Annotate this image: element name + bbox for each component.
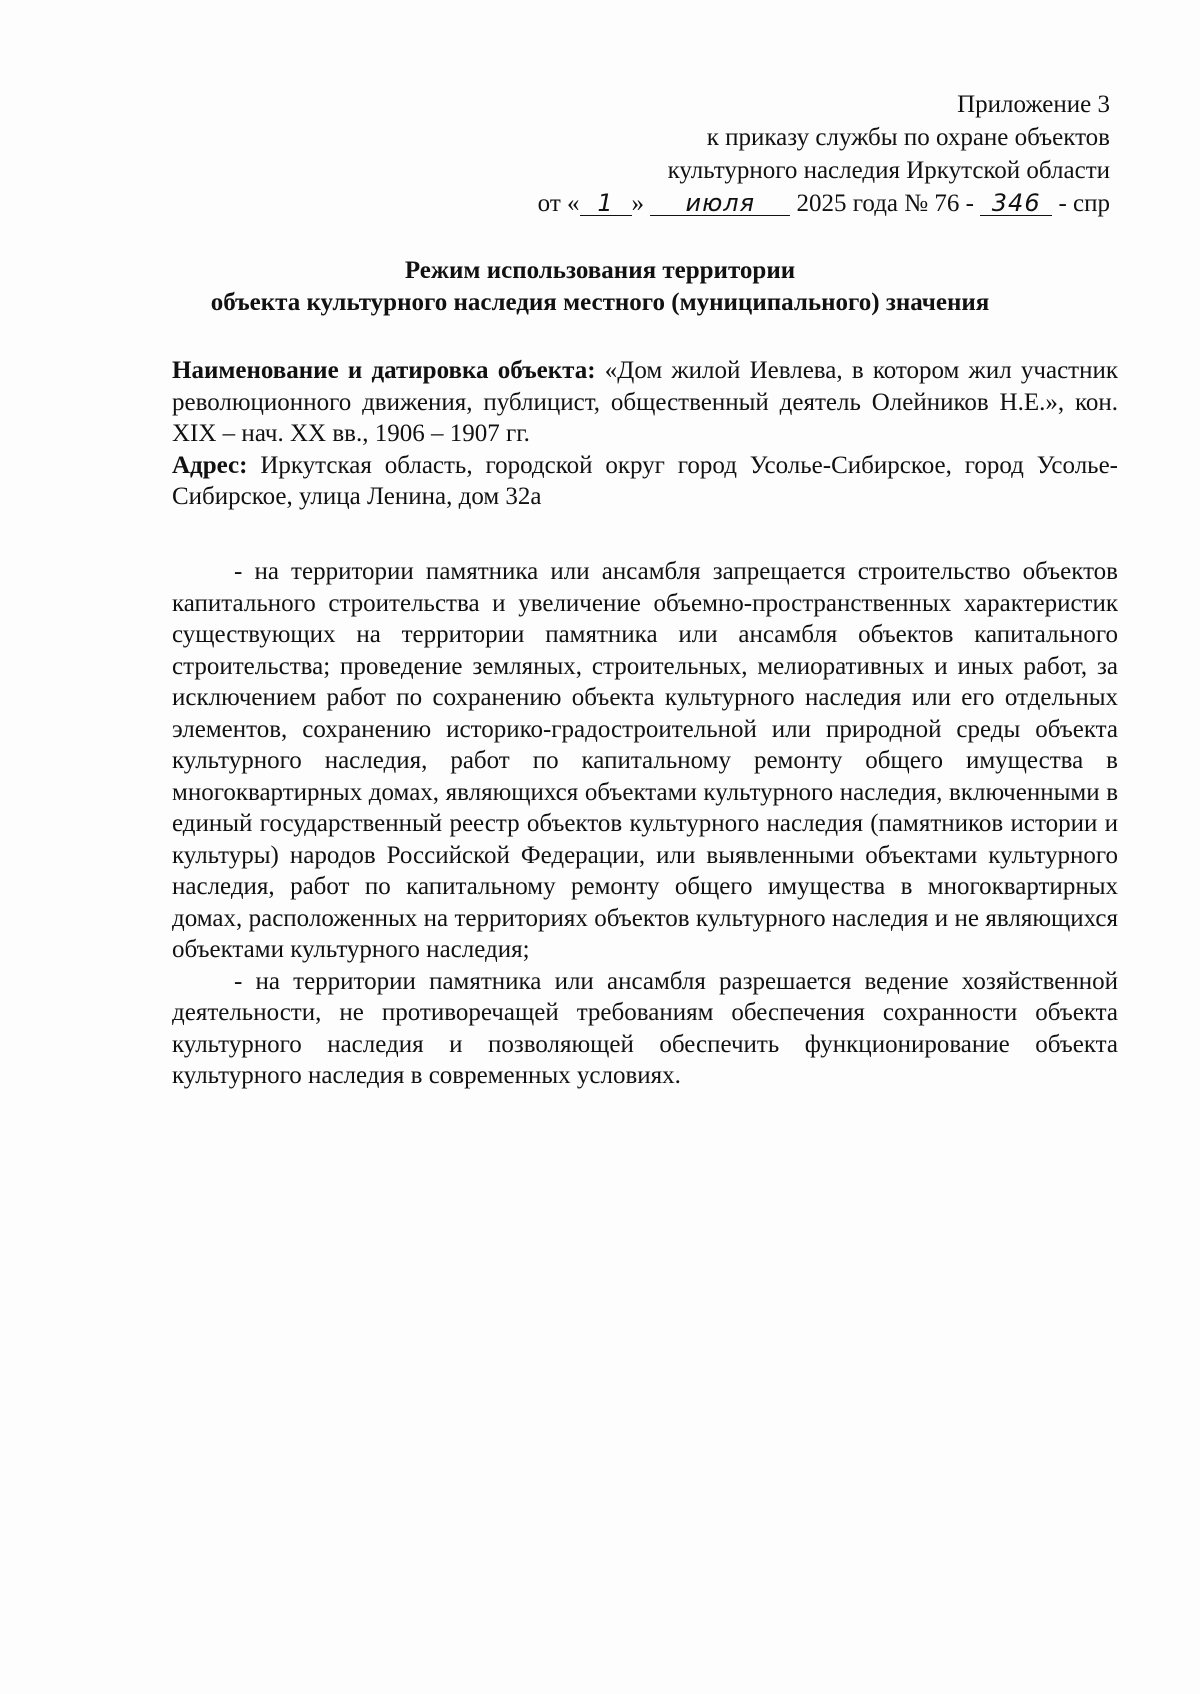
- appendix-header: [538, 88, 1110, 220]
- object-address-paragraph: [172, 450, 1118, 513]
- rule-prohibitions: - на территории памятника или ансамбля запрещается строительство объектов капитального строительства и увеличение объемно-пространственных характеристик существующих на территории памятника или ансамбля объектов капитального строительства; проведение земляных, строительных, мелиоративных и иных работ, за исключением работ по сохранению объекта культурного наследия или его отдельных элементов, сохранению историко-градостроительной или природной среды объекта культурного наследия, работ по капитальному ремонту общего имущества в многоквартирных домах, являющихся объектами культурного наследия, включенными в единый государственный реестр объектов культурного наследия (памятников истории и культуры) народов Российской Федерации, или выявленными объектами культурного наследия, работ по капитальному ремонту общего имущества в многоквартирных домах, расположенных на территориях объектов культурного наследия и не являющихся объектами культурного наследия;: [172, 558, 1118, 963]
- document-title: [0, 255, 1200, 319]
- object-name-paragraph: [172, 355, 1118, 450]
- date-mid: »: [631, 190, 645, 217]
- title-line-2: объекта культурного наследия местного (муниципального) значения: [210, 289, 990, 316]
- usage-rules: [172, 556, 1118, 1092]
- order-reference-line: к приказу службы по охране объектов: [706, 124, 1110, 151]
- object-address-value: Иркутская область, городской округ город Усолье-Сибирское, город Усолье-Сибирское, улица Ленина, дом 32а: [172, 451, 1119, 510]
- object-info: [172, 355, 1118, 513]
- rule-permissions: - на территории памятника или ансамбля разрешается ведение хозяйственной деятельности, не противоречащей требованиям обеспечения сохранности объекта культурного наследия и позволяющей обеспечить функционирование объекта культурного наследия в современных условиях.: [172, 967, 1118, 1089]
- date-prefix: от «: [537, 190, 580, 217]
- title-line-1: Режим использования территории: [404, 257, 796, 284]
- order-suffix: - спр: [1058, 190, 1110, 217]
- authority-line: культурного наследия Иркутской области: [667, 157, 1110, 184]
- handwritten-month: июля: [650, 191, 790, 216]
- handwritten-day: 1: [580, 191, 632, 216]
- object-name-value: «Дом жилой Иевлева, в котором жил участник революционного движения, публицист, общественный деятель Олейников Н.Е.», кон. XIX – нач. XX вв., 1906 – 1907 гг.: [172, 357, 1118, 447]
- object-name-label: Наименование и датировка объекта:: [172, 357, 596, 384]
- date-year: 2025 года № 76 -: [796, 190, 974, 217]
- order-date-line: [538, 187, 1110, 220]
- handwritten-order-number: 346: [980, 191, 1052, 216]
- appendix-number: Приложение 3: [957, 91, 1110, 118]
- object-address-label: Адрес:: [172, 451, 248, 479]
